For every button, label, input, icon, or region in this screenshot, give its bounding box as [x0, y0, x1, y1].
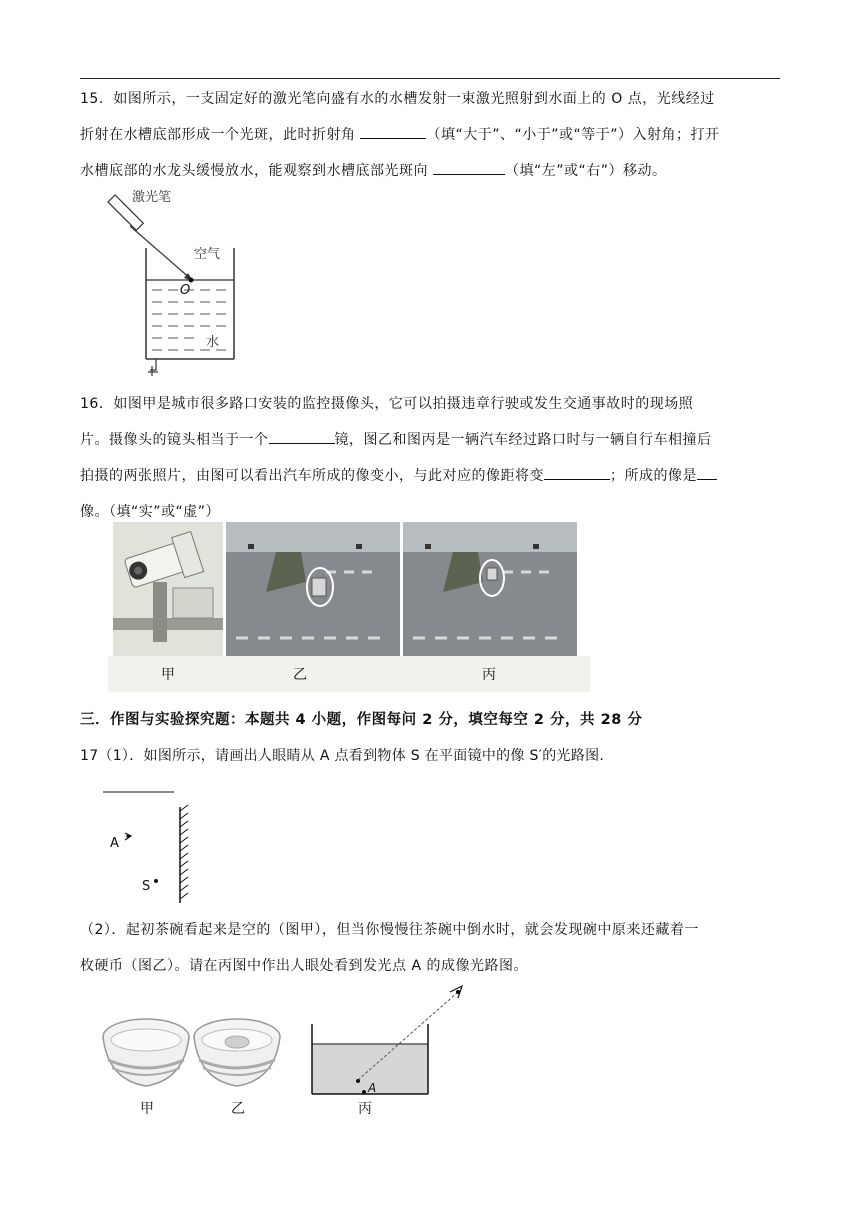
question-15	[80, 81, 782, 189]
q15-line1: 15．如图所示，一支固定好的激光笔向盛有水的水槽发射一束激光照射到水面上的 O 点，光线经过	[80, 91, 715, 107]
faucet-icon	[148, 359, 158, 376]
section-3-heading: 三．作图与实验探究题：本题共 4 小题，作图每问 2 分，填空每空 2 分，共 28 分	[80, 712, 643, 728]
q16-line4: 像。（填“实”或“虚”）	[80, 504, 221, 520]
q16-blank-1[interactable]	[269, 429, 335, 444]
point-o	[189, 278, 194, 283]
traffic-photo-yi	[226, 522, 400, 656]
water-label: 水	[206, 335, 220, 350]
photo-intersection-bing	[403, 522, 577, 656]
caption-jia: 甲	[161, 667, 175, 683]
q15-blank-1[interactable]	[360, 124, 426, 139]
eye-icon	[125, 833, 131, 840]
mirror-hatch	[180, 805, 188, 899]
point-s-label: S	[142, 879, 151, 894]
bowl-yi-icon	[194, 1019, 280, 1086]
laser-label: 激光笔	[132, 190, 172, 205]
bowl-caption-jia: 甲	[140, 1101, 154, 1117]
surveillance-camera-icon	[113, 522, 223, 656]
bowl-jia-icon	[103, 1019, 189, 1086]
q16-line1: 16．如图甲是城市很多路口安装的监控摄像头，它可以拍摄违章行驶或发生交通事故时的现场照	[80, 396, 694, 412]
q15-line2: 折射在水槽底部形成一个光斑，此时折射角 （填“大于”、“小于”或“等于”）入射角；打开	[80, 117, 782, 153]
q16-blank-2[interactable]	[544, 465, 610, 480]
q16-line2: 片。摄像头的镜头相当于一个 镜，图乙和图丙是一辆汽车经过路口时与一辆自行车相撞后	[80, 422, 782, 458]
caption-yi: 乙	[293, 667, 307, 683]
air-label: 空气	[194, 247, 221, 262]
q17-part1: 17（1）．如图所示，请画出人眼睛从 A 点看到物体 S 在平面镜中的像 S′的光路图.	[80, 748, 605, 764]
q17-mirror-figure	[100, 785, 200, 905]
tank	[146, 248, 234, 359]
traffic-photo-bing	[403, 522, 577, 656]
photo-camera	[113, 522, 223, 656]
coin-icon	[225, 1036, 249, 1048]
q16-blank-3[interactable]	[697, 465, 717, 480]
photo-intersection-yi	[226, 522, 400, 656]
image-point	[356, 1079, 360, 1083]
eye-icon	[450, 986, 462, 998]
laser-beam	[130, 226, 191, 279]
q17-part2-line1: （2）．起初茶碗看起来是空的（图甲），但当你慢慢往茶碗中倒水时，就会发现碗中原来还藏着一	[80, 922, 699, 938]
q15-blank-2[interactable]	[433, 160, 505, 175]
point-a-label: A	[110, 836, 119, 851]
question-16	[80, 386, 782, 530]
point-o-label: O	[180, 283, 191, 298]
bing-point-a-label: A	[368, 1081, 377, 1095]
q15-line3: 水槽底部的水龙头缓慢放水，能观察到水槽底部光斑向 （填“左”或“右”）移动。	[80, 153, 782, 189]
point-s	[154, 879, 158, 883]
q17-part2	[80, 912, 782, 984]
q16-line3: 拍摄的两张照片，由图可以看出汽车所成的像变小，与此对应的像距将变 ；所成的像是	[80, 458, 782, 494]
bowl-caption-bing: 丙	[358, 1101, 372, 1117]
bowl-caption-yi: 乙	[231, 1101, 245, 1117]
q17-bowl-figures	[100, 980, 480, 1120]
q15-water-tank-figure	[96, 184, 246, 384]
caption-bing: 丙	[482, 667, 496, 683]
header-rule	[80, 78, 780, 79]
point-a	[362, 1090, 366, 1094]
q17-part2-line2: 枚硬币（图乙）。请在丙图中作出人眼处看到发光点 A 的成像光路图。	[80, 958, 528, 974]
